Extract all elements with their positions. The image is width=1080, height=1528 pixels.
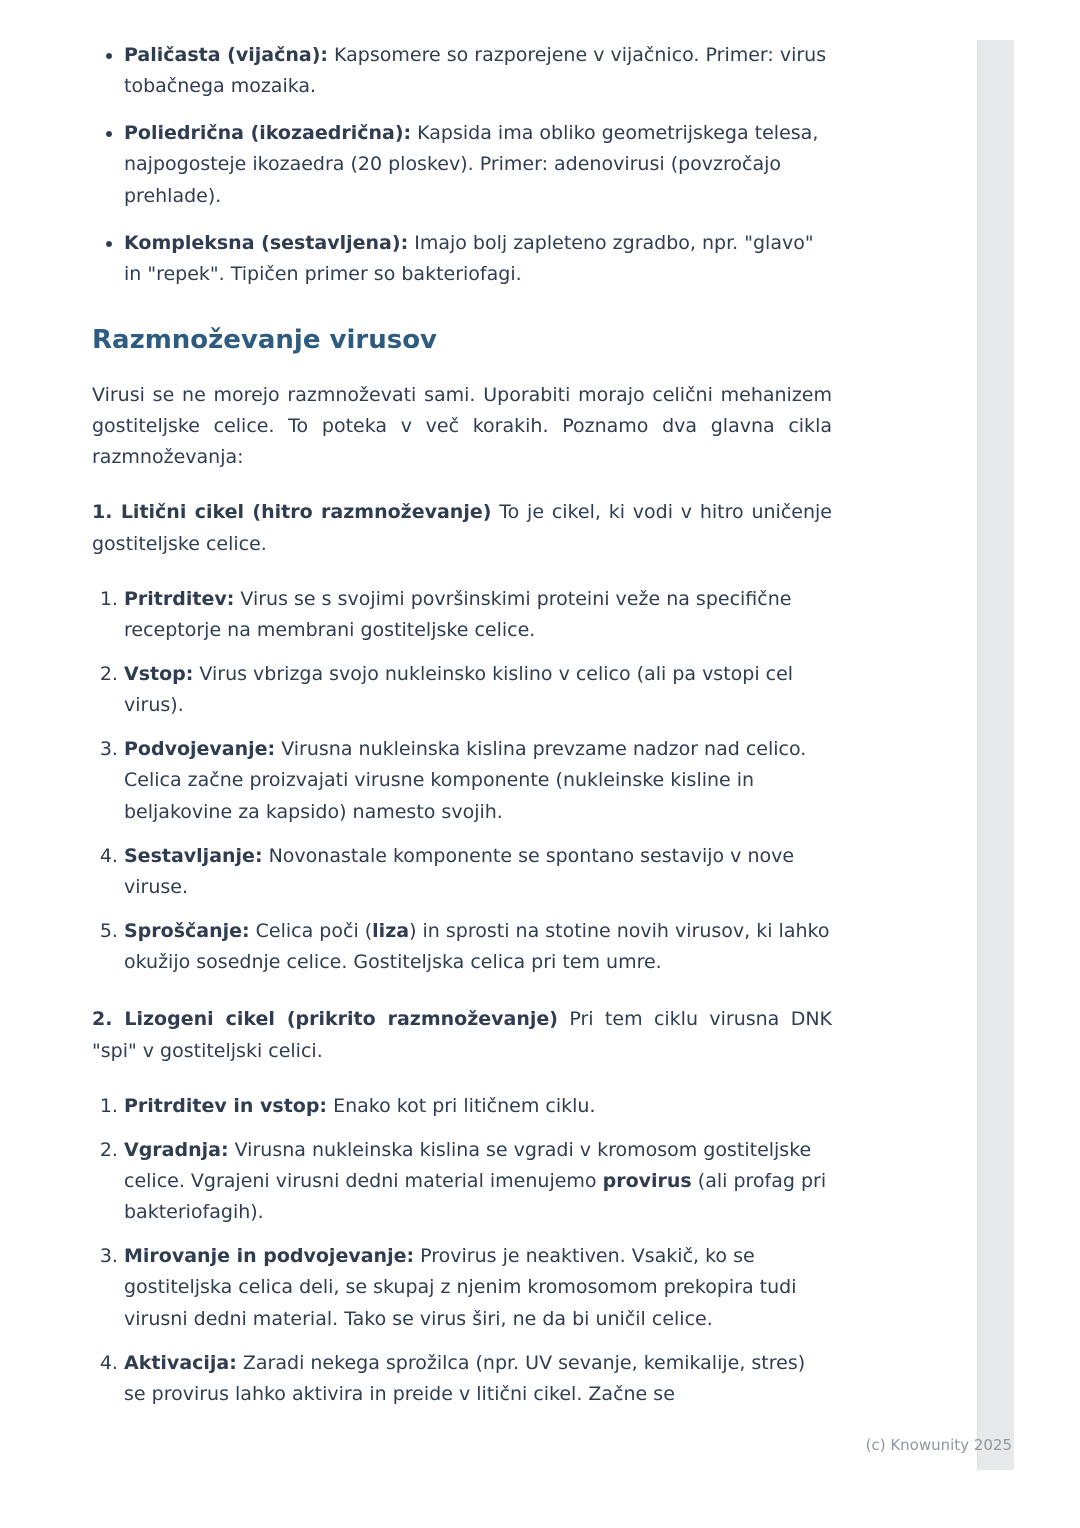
step-text: Virus vbrizga svojo nukleinsko kislino v celico (ali pa vstopi cel virus). <box>124 662 794 717</box>
section-title: Razmnoževanje virusov <box>92 325 438 356</box>
lysogenic-step-aktivacija <box>124 1348 832 1410</box>
step-text: Novonastale komponente se spontano sestavijo v nove viruse. <box>124 844 795 898</box>
step-text: Virusna nukleinska kislina prevzame nadzor nad celico. Celica začne proizvajati virusne komponente (nukleinske kisline in beljakovine za kapsido) namesto svojih. <box>124 738 807 823</box>
lysogenic-steps-list <box>92 1091 832 1410</box>
step-text: Celica poči ( <box>249 920 373 943</box>
step-term: Sestavljanje: <box>124 844 263 867</box>
list-item-term: Paličasta (vijačna): <box>124 44 328 66</box>
list-item-term: Poliedrična (ikozaedrična): <box>124 122 412 145</box>
lytic-step-podvojevanje <box>124 734 832 827</box>
lysogenic-cycle-title: 2. Lizogeni cikel (prikrito razmnoževanje) <box>92 1008 558 1031</box>
step-text: Virusna nukleinska kislina se vgradi v kromosom gostiteljske celice. Vgrajeni virusni dedni material imenujemo <box>124 1138 812 1193</box>
list-item-kompleksna <box>124 228 832 290</box>
step-term: Pritrditev in vstop: <box>124 1094 328 1117</box>
list-item-palicasta <box>124 40 832 102</box>
lysogenic-step-pritrditev-vstop <box>124 1091 832 1122</box>
capsid-types-list <box>92 40 832 290</box>
step-text: Virus se s svojimi površinskimi proteini veže na specifične receptorje na membrani gostiteljske celice. <box>124 587 792 641</box>
step-term: Sproščanje: <box>124 920 250 943</box>
page-edge-strip <box>977 40 1014 1470</box>
lytic-steps-list <box>92 584 832 979</box>
lytic-step-sestavljanje <box>124 841 832 903</box>
list-item-poliedricna <box>124 118 832 211</box>
lytic-cycle-heading <box>92 497 832 559</box>
lytic-cycle-title: 1. Litični cikel (hitro razmnoževanje) <box>92 501 492 524</box>
copyright: (c) Knowunity 2025 <box>865 1436 1012 1454</box>
list-item-text: Kapsomere so razporejene v vijačnico. Primer: virus tobačnega mozaika. <box>124 44 827 98</box>
lytic-step-vstop <box>124 659 832 721</box>
lytic-cycle-subtitle: To je cikel, ki vodi v hitro uničenje gostiteljske celice. <box>92 501 832 555</box>
step-text: Provirus je neaktiven. Vsakič, ko se gostiteljska celica deli, se skupaj z njenim kromosomom prekopira tudi virusni dedni material. Tako se virus širi, ne da bi uničil celice. <box>124 1245 797 1330</box>
lytic-step-sproscanje <box>124 916 832 978</box>
list-item-text: Imajo bolj zapleteno zgradbo, npr. "glavo" in "repek". Tipičen primer so bakteriofagi. <box>124 231 814 285</box>
lysogenic-step-mirovanje <box>124 1241 832 1334</box>
lysogenic-step-vgradnja <box>124 1135 832 1228</box>
step-text: (ali profag pri bakteriofagih). <box>124 1170 827 1224</box>
step-term: Mirovanje in podvojevanje: <box>124 1245 415 1268</box>
document-content <box>92 40 832 1436</box>
list-item-text: Kapsida ima obliko geometrijskega telesa, najpogosteje ikozaedra (20 ploskev). Primer: adenovirusi (povzročajo prehlade). <box>124 122 819 207</box>
step-inner-bold: liza <box>372 920 410 943</box>
step-text: ) in sprosti na stotine novih virusov, ki lahko okužijo sosednje celice. Gostiteljska celica pri tem umre. <box>124 920 830 974</box>
list-item-term: Kompleksna (sestavljena): <box>124 231 409 254</box>
step-term: Aktivacija: <box>124 1351 237 1374</box>
step-term: Vgradnja: <box>124 1138 229 1161</box>
lysogenic-cycle-subtitle: Pri tem ciklu virusna DNK "spi" v gostiteljski celici. <box>92 1008 832 1062</box>
step-text: Enako kot pri litičnem ciklu. <box>327 1094 596 1117</box>
step-inner-bold: provirus <box>602 1170 692 1193</box>
step-term: Vstop: <box>124 662 194 685</box>
section-intro: Virusi se ne morejo razmnoževati sami. Uporabiti morajo celični mehanizem gostiteljske celice. To poteka v več korakih. Poznamo dva glavna cikla razmnoževanja: <box>92 383 832 469</box>
lytic-step-pritrditev <box>124 584 832 646</box>
step-term: Pritrditev: <box>124 587 235 610</box>
lysogenic-cycle-heading <box>92 1004 832 1066</box>
step-text: Zaradi nekega sprožilca (npr. UV sevanje, kemikalije, stres) se provirus lahko aktivira in preide v litični cikel. Začne se <box>124 1351 806 1405</box>
step-term: Podvojevanje: <box>124 738 276 761</box>
